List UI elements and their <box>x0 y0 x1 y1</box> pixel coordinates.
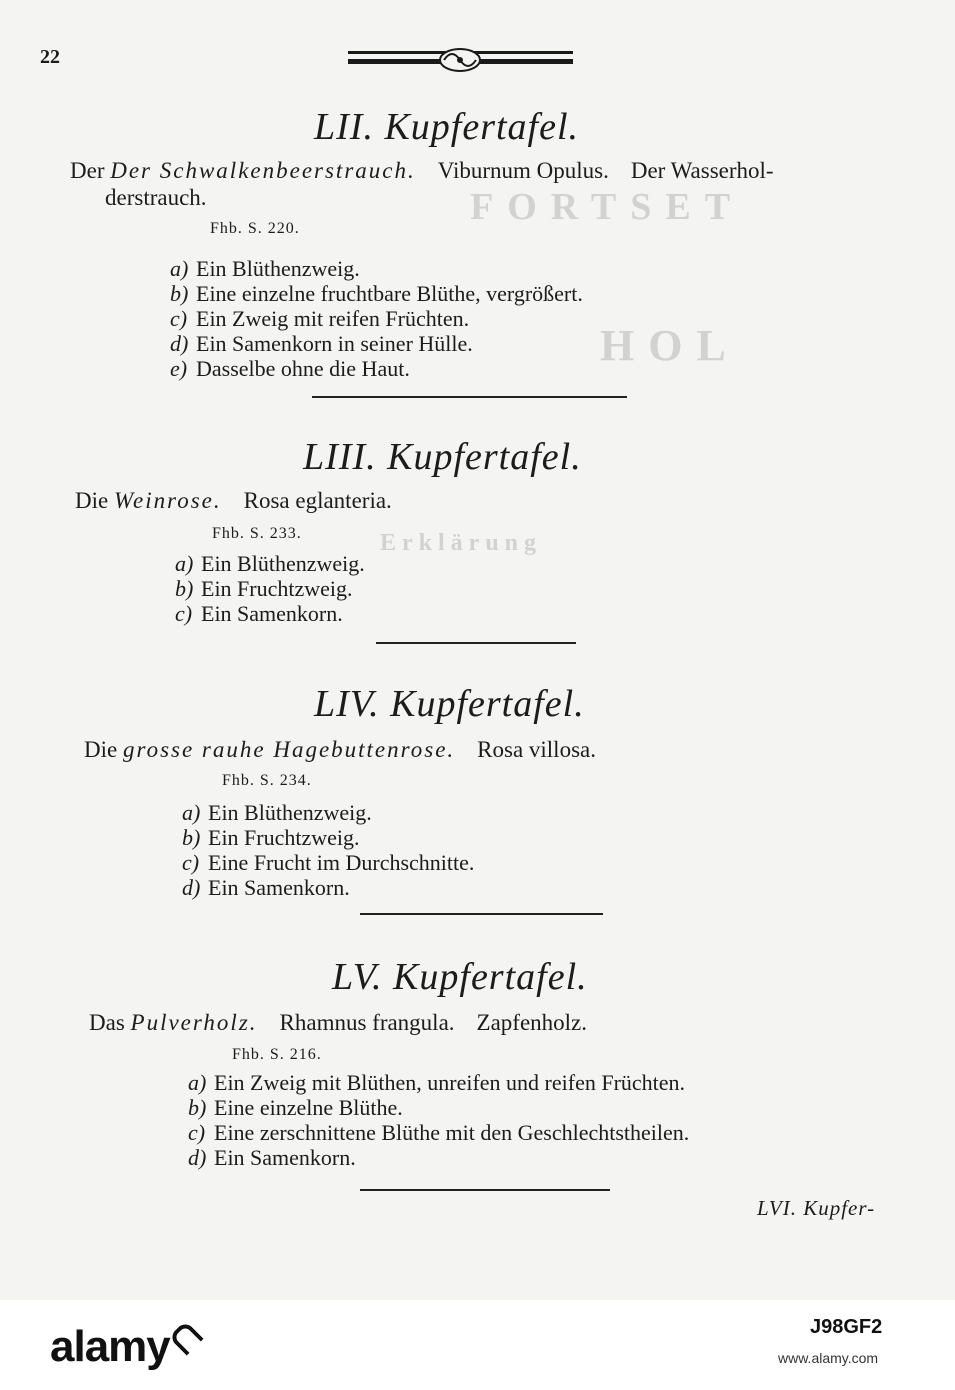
item-text: Eine zerschnittene Blüthe mit den Geschlechtstheilen. <box>214 1120 690 1145</box>
bleed-through: FORTSET <box>470 186 745 228</box>
plate-description-continued: derstrauch. <box>105 185 207 210</box>
item-letter: b) <box>175 576 194 601</box>
list-item <box>182 850 474 875</box>
list-item <box>170 281 583 306</box>
bleed-through: HOL <box>600 321 740 370</box>
plant-name: Pulverholz. <box>130 1010 258 1035</box>
plate-description: Der Der Schwalkenbeerstrauch. Viburnum Opulus. Der Wasserhol- <box>70 158 774 183</box>
item-text: Ein Fruchtzweig. <box>201 576 353 601</box>
list-item <box>170 331 583 356</box>
item-list <box>188 1070 689 1170</box>
item-letter: c) <box>170 306 188 331</box>
item-text: Ein Fruchtzweig. <box>208 825 360 850</box>
plate-heading: LIV. Kupfertafel. <box>314 683 585 725</box>
plate-heading: LV. Kupfertafel. <box>332 956 588 998</box>
divider-rule <box>360 913 603 915</box>
list-item <box>188 1120 689 1145</box>
item-text: Ein Zweig mit Blüthen, unreifen und reifen Früchten. <box>214 1070 686 1095</box>
watermark-logo: alamy <box>50 1322 198 1372</box>
divider-rule <box>376 642 576 644</box>
item-list <box>182 800 474 900</box>
list-item <box>182 875 474 900</box>
plant-name: Weinrose. <box>113 488 222 513</box>
item-letter: c) <box>182 850 200 875</box>
watermark-url: www.alamy.com <box>778 1350 879 1366</box>
item-letter: d) <box>182 875 201 900</box>
plate-description: Die grosse rauhe Hagebuttenrose. Rosa villosa. <box>84 737 596 762</box>
item-letter: a) <box>188 1070 207 1095</box>
page-reference: Fhb. S. 234. <box>222 772 312 789</box>
item-letter: b) <box>188 1095 207 1120</box>
item-letter: c) <box>188 1120 206 1145</box>
plant-name: grosse rauhe Hagebuttenrose. <box>122 737 456 762</box>
item-letter: a) <box>182 800 201 825</box>
item-letter: b) <box>182 825 201 850</box>
ornament-icon <box>348 45 573 73</box>
item-text: Ein Samenkorn. <box>208 875 350 900</box>
item-letter: a) <box>170 256 189 281</box>
plate-heading: LII. Kupfertafel. <box>314 106 580 148</box>
item-letter: a) <box>175 551 194 576</box>
item-text: Ein Blüthenzweig. <box>201 551 365 576</box>
image-id: J98GF2 <box>810 1316 883 1338</box>
page-number: 22 <box>40 46 60 68</box>
item-text: Ein Blüthenzweig. <box>196 256 360 281</box>
item-text: Eine einzelne Blüthe. <box>214 1095 403 1120</box>
plate-heading: LIII. Kupfertafel. <box>303 436 582 478</box>
item-list <box>175 551 365 626</box>
list-item <box>175 551 365 576</box>
item-text: Ein Blüthenzweig. <box>208 800 372 825</box>
item-list <box>170 256 583 381</box>
item-text: Eine Frucht im Durchschnitte. <box>208 850 475 875</box>
list-item <box>170 306 583 331</box>
list-item <box>175 601 365 626</box>
plate-description: Die Weinrose. Rosa eglanteria. <box>75 488 392 513</box>
item-letter: e) <box>170 356 188 381</box>
item-letter: c) <box>175 601 193 626</box>
list-item <box>182 800 474 825</box>
logo-mark-icon <box>168 1320 203 1355</box>
bleed-through: Erklärung <box>380 530 543 556</box>
item-text: Ein Samenkorn. <box>214 1145 356 1170</box>
item-letter: d) <box>170 331 189 356</box>
list-item <box>170 356 583 381</box>
item-letter: b) <box>170 281 189 306</box>
plate-description: Das Pulverholz. Rhamnus frangula. Zapfenholz. <box>89 1010 588 1035</box>
list-item <box>170 256 583 281</box>
item-text: Ein Zweig mit reifen Früchten. <box>196 306 470 331</box>
catchword: LVI. Kupfer- <box>757 1196 876 1220</box>
list-item <box>182 825 474 850</box>
list-item <box>188 1095 689 1120</box>
divider-rule <box>312 396 627 398</box>
item-text: Eine einzelne fruchtbare Blüthe, vergrößert. <box>196 281 583 306</box>
page-reference: Fhb. S. 233. <box>212 525 302 542</box>
list-item <box>175 576 365 601</box>
divider-rule <box>360 1189 610 1191</box>
item-text: Dasselbe ohne die Haut. <box>196 356 410 381</box>
page-reference: Fhb. S. 220. <box>210 220 300 237</box>
list-item <box>188 1145 689 1170</box>
item-text: Ein Samenkorn. <box>201 601 343 626</box>
list-item <box>188 1070 689 1095</box>
item-letter: d) <box>188 1145 207 1170</box>
item-text: Ein Samenkorn in seiner Hülle. <box>196 331 473 356</box>
watermark-footer <box>0 1300 955 1390</box>
page-reference: Fhb. S. 216. <box>232 1046 322 1063</box>
plant-name: Der Schwalkenbeerstrauch. <box>110 158 416 183</box>
